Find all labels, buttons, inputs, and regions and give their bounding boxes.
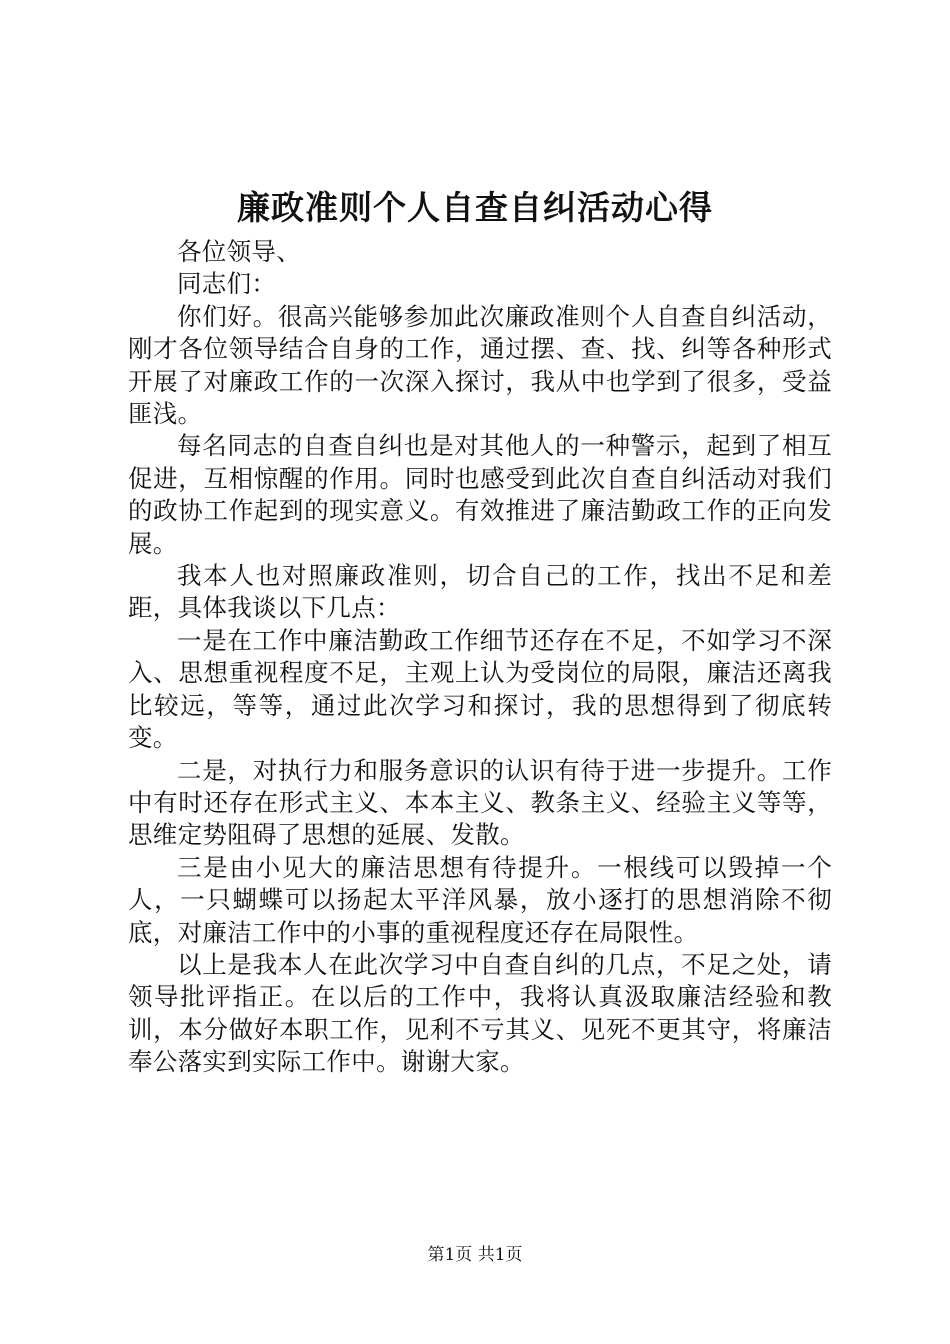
document-title: 廉政准则个人自查自纠活动心得 [237,188,713,227]
body-paragraph: 每名同志的自查自纠也是对其他人的一种警示，起到了相互促进，互相惊醒的作用。同时也感受到此次自查自纠活动对我们的政协工作起到的现实意义。有效推进了廉洁勤政工作的正向发展。 [128,431,832,558]
salutation-line-1: 各位领导、 [177,237,301,266]
salutation-line-2: 同志们： [177,269,277,299]
body-paragraph: 一是在工作中廉洁勤政工作细节还存在不足，不如学习不深入、思想重视程度不足，主观上认为受岗位的局限，廉洁还离我比较远，等等，通过此次学习和探讨，我的思想得到了彻底转变。 [128,625,832,753]
page-footer: 第1页 共1页 [427,1245,523,1265]
body-paragraph: 三是由小见大的廉洁思想有待提升。一根线可以毁掉一个人，一只蝴蝶可以扬起太平洋风暴，放小逐打的思想消除不彻底，对廉洁工作中的小事的重视程度还存在局限性。 [128,852,832,947]
body-paragraph: 二是，对执行力和服务意识的认识有待于进一步提升。工作中有时还存在形式主义、本本主义、教条主义、经验主义等等，思维定势阻碍了思想的延展、发散。 [128,755,832,850]
document-body [128,236,832,1079]
body-paragraph: 以上是我本人在此次学习中自查自纠的几点，不足之处，请领导批评指正。在以后的工作中，我将认真汲取廉洁经验和教训，本分做好本职工作，见利不亏其义、见死不更其守，将廉洁奉公落实到实际工作中。谢谢大家。 [128,949,832,1077]
body-paragraph: 你们好。很高兴能够参加此次廉政准则个人自查自纠活动，刚才各位领导结合自身的工作，通过摆、查、找、纠等各种形式开展了对廉政工作的一次深入探讨，我从中也学到了很多，受益匪浅。 [128,301,832,429]
body-paragraph: 我本人也对照廉政准则，切合自己的工作，找出不足和差距，具体我谈以下几点： [128,561,832,623]
